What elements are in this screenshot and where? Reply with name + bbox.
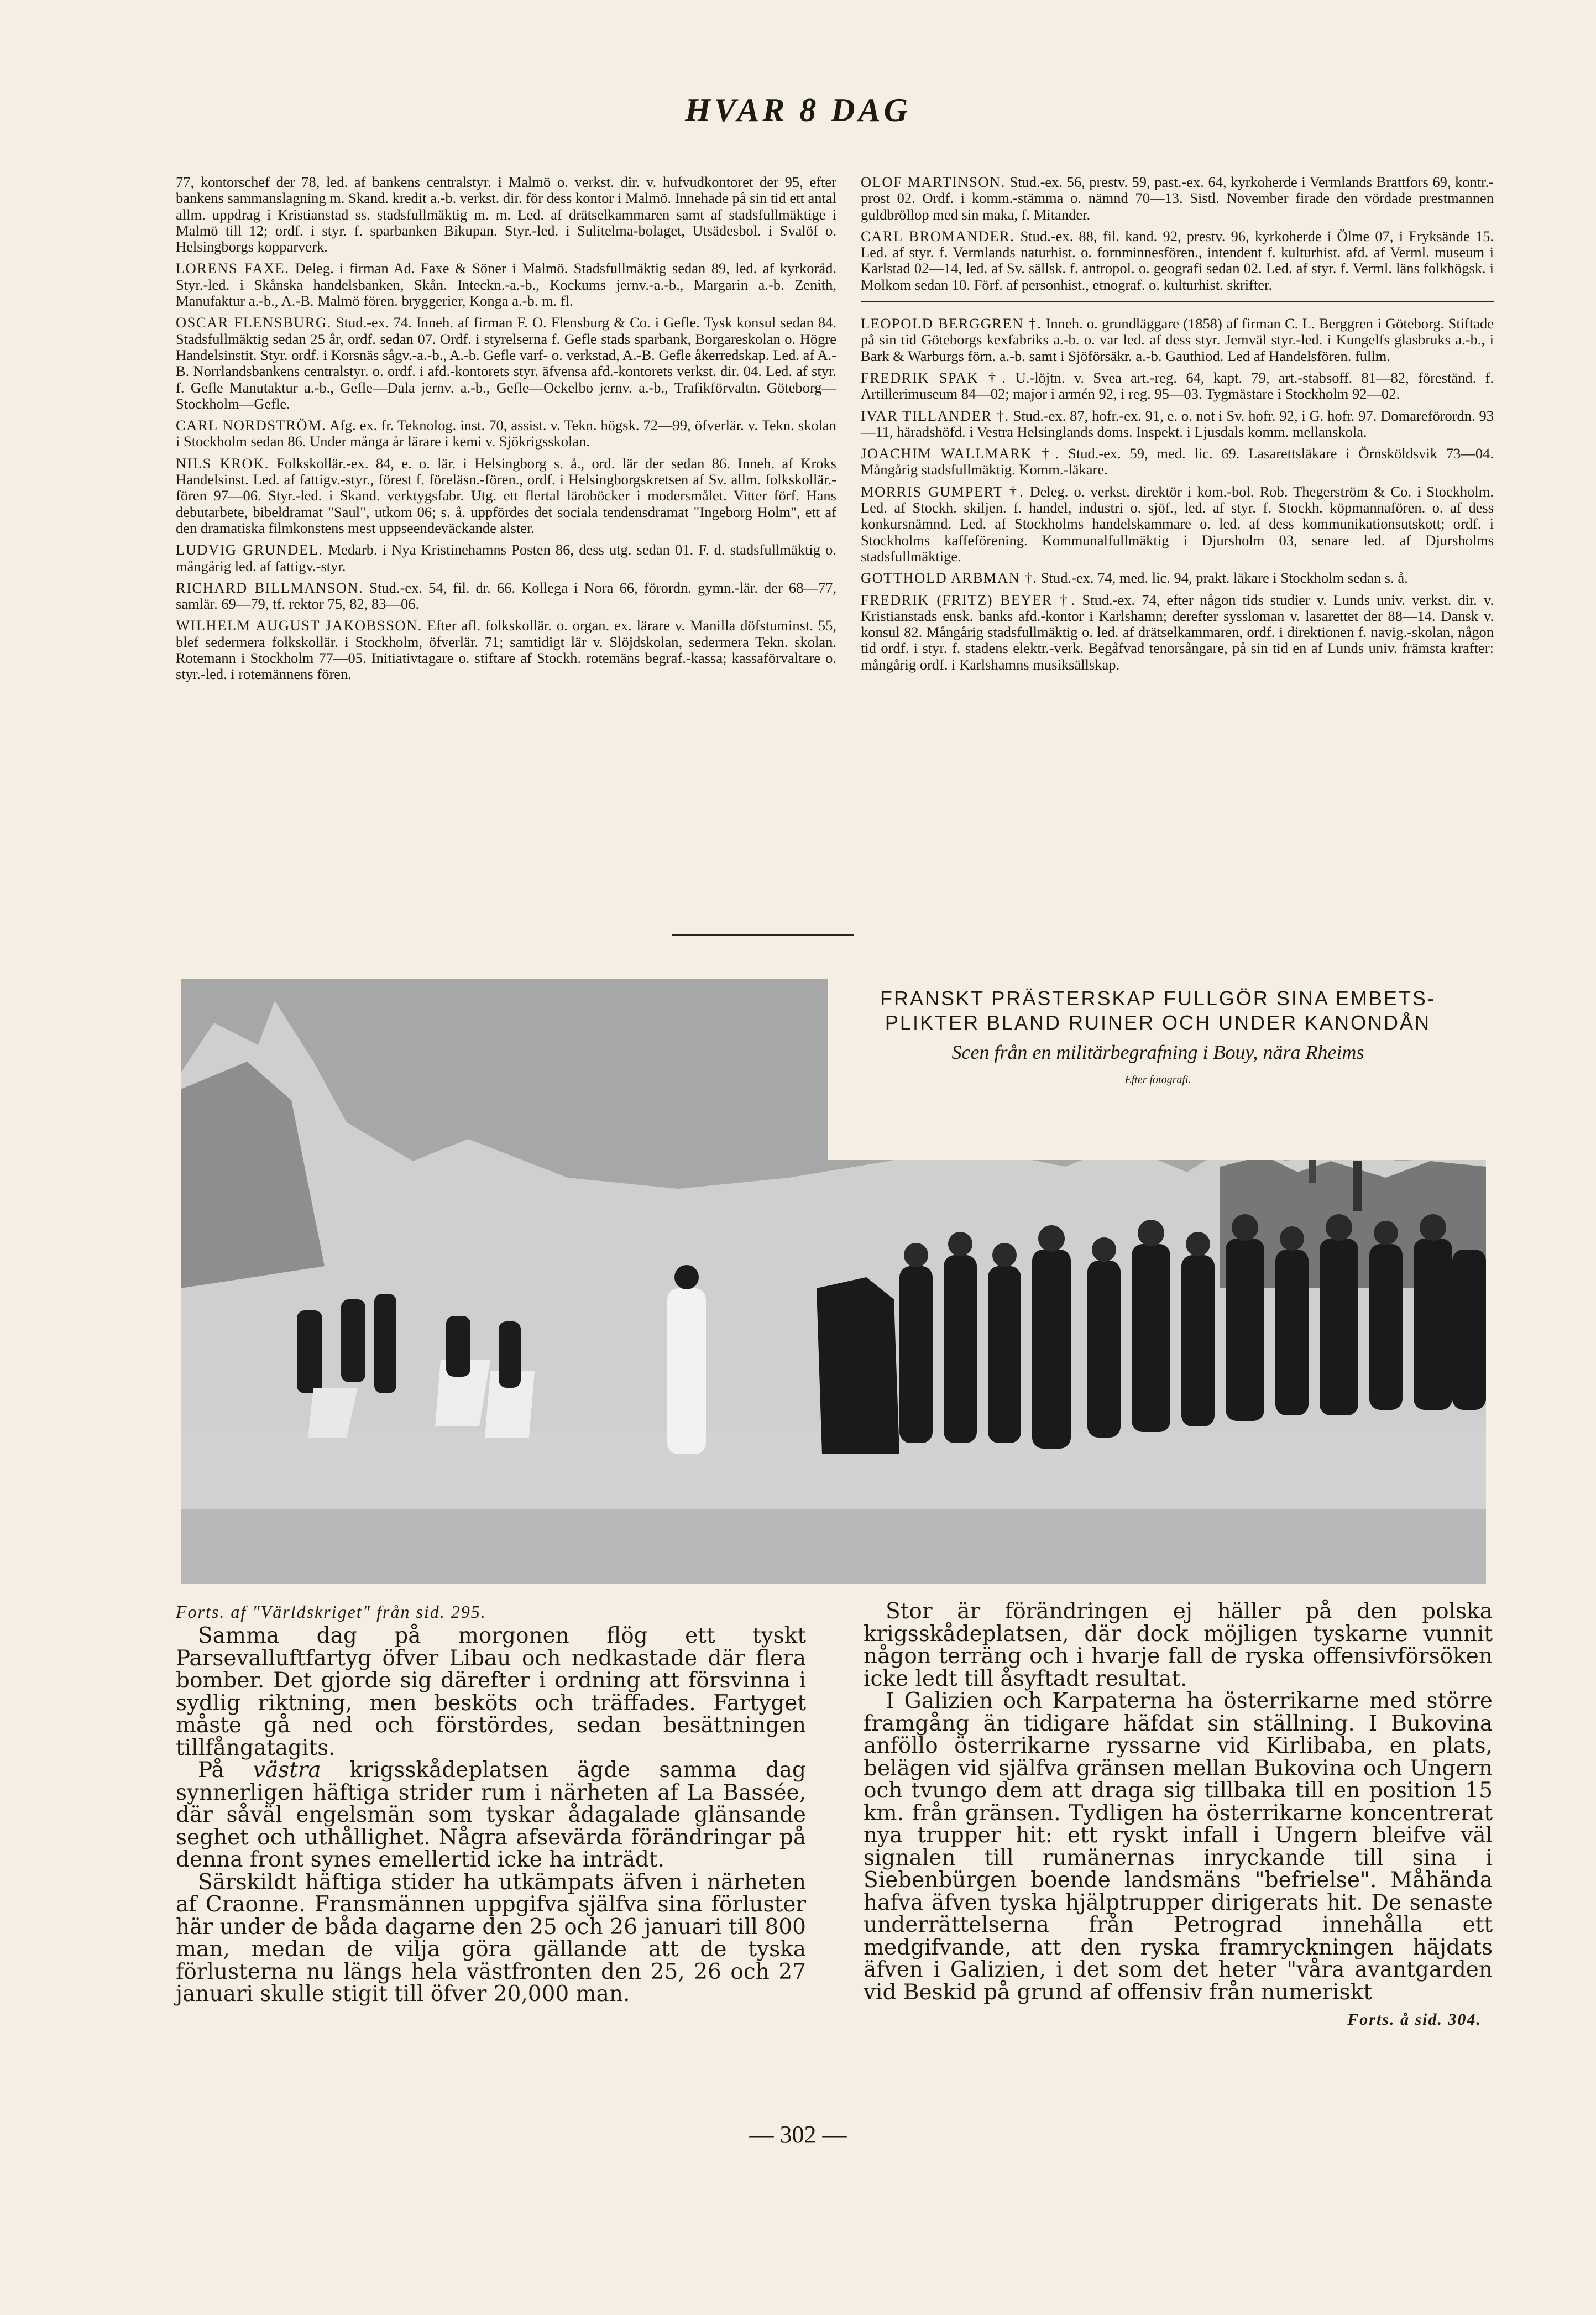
section-divider bbox=[861, 301, 1494, 302]
article-paragraph: Stor är förändringen ej häller på den polska krigsskådeplatsen, där dock möjligen tyskarne vunnit någon terräng och i hvarje fall de ryska offensivförsöken icke ledt till åsyftadt resultat. bbox=[864, 1599, 1493, 1691]
photo-caption-box bbox=[828, 973, 1488, 1160]
page-number: — 302 — bbox=[749, 2121, 847, 2148]
biography-entry: WILHELM AUGUST JAKOBSSON. Efter afl. folkskollär. o. organ. ex. lärare v. Manilla döfstuminst. 55, blef sedermera folkskollär. i Stockholm, öfverlär. 71; samtidigt lär v. Slöjdskolan, sedermera Tekn. skolan. Rotemann i Stockholm 77—05. Initiativtagare o. stiftare af Stockh. rotemäns begraf.-kassa; kassaförvaltare o. styr.-led. i rotemännens fören. bbox=[176, 617, 836, 683]
biography-entry: OSCAR FLENSBURG. Stud.-ex. 74. Inneh. af firman F. O. Flensburg & Co. i Gefle. Tysk konsul sedan 84. Stadsfullmäktig sedan 25 år, ordf. sedan 07. Ordf. i styrelserna f. Gefle stads sparbank, Borgareskolan o. Högre Handelsinstit. Styr. ordf. i Korsnäs sågv.-a.-b., A.-b. Gefle varf- o. verkstad, A.-B. Gefle åkerredskap. Led. af A.-B. Norrlandsbankens centralstyr. o. ordf. i afd.-kontorets styr. äfvensa afd.-kontorets verkst. dir. 04. Led. af styr. f. Gefle Manutaktur a.-b., Gefle—Dala jernv. a.-b., Gefle—Ockelbo jernv. a.-b., Trafikförvaltn. Göteborg—Stockholm—Gefle. bbox=[176, 314, 836, 412]
biography-column-right bbox=[861, 174, 1494, 678]
article-paragraph: På västra krigsskådeplatsen ägde samma dag synnerligen häftiga strider rum i närheten af La Bassée, där såväl engelsmän som tyskar ådagalade glänsande seghet och uthållighet. Några afsevärda förändringar på denna front synes emellertid icke ha inträdt. bbox=[176, 1758, 806, 1872]
caption-headline-line-2: PLIKTER BLAND RUINER OCH UNDER KANONDÅN bbox=[885, 1011, 1431, 1034]
caption-headline-line-1: FRANSKT PRÄSTERSKAP FULLGÖR SINA EMBETS- bbox=[880, 987, 1436, 1010]
biography-entry: LORENS FAXE. Deleg. i firman Ad. Faxe & Söner i Malmö. Stadsfullmäktig sedan 89, led. af kyrkoråd. Styr.-led. i Skånska handelsbanken, Skån. Inteckn.-a.-b., Kockums jernv.-a.-b., Margarin a.-b. Zenith, Manufaktur a.-b., A.-B. Malmö fören. bryggerier, Konga a.-b. m. fl. bbox=[176, 260, 837, 310]
obituary-entry: FREDRIK (FRITZ) BEYER †. Stud.-ex. 74, efter någon tids studier v. Lunds univ. verkst. dir. v. Kristianstads ensk. banks afd.-kontor i Karlshamn; derefter syssloman v. lasarettet der 88—14. Dansk v. konsul 82. Mångårig stadsfullmäktig o. led. af drätselkammaren, ordf. i direktionen f. navig.-skolan, någon tid ordf. i styr. f. stadens elektr.-verk. Begåfvad tenorsångare, på sin tid en af Lunds univ. främsta krafter: mångårig ordf. i Karlshamns musiksällskap. bbox=[861, 591, 1494, 673]
horizontal-rule bbox=[672, 934, 854, 936]
biography-entry: 77, kontorschef der 78, led. af bankens centralstyr. i Malmö o. verkst. dir. v. hufvudkontoret der 95, efter bankens sammanslagning m. Skand. kredit a.-b. verkst. dir. för dess kontor i Malmö. Innehade på sin tid ett antal allm. uppdrag i Kristianstad ss. stadsfullmäktig m. m. Led. af drätselkammaren samt af stadsfullmäktige i Malmö till 12; ordf. i styr. f. sparbanken Bikupan. Styr.-led. i Sulitelma-bolaget, Utsädesbol. i Svalöf o. Helsingborgs kopparverk. bbox=[176, 174, 836, 255]
biography-entry: NILS KROK. Folkskollär.-ex. 84, e. o. lär. i Helsingborg s. å., ord. lär der sedan 86. Inneh. af Kroks Handelsinst. Led. af fattigv.-styr., förest f. föreläsn.-fören., ordf. i Helsingborgskretsen af Sv. allm. folkskollär.-fören 97—06. Styr.-led. i Skand. verktygsfabr. Utg. ett flertal läroböcker i modersmålet. Vitter förf. Hans debutarbete, bibeldramat "Saul", utkom 06; s. å. uppfördes det sociala tendensdramat "Ingeborg Holm", ett af den dramatiska filmkonstens mest uppseendeväckande alster. bbox=[176, 454, 836, 536]
obituary-entry: FREDRIK SPAK †. U.-löjtn. v. Svea art.-reg. 64, kapt. 79, art.-stabsoff. 81—82, föreständ. f. Artillerimuseum 84—02; major i armén 92, i reg. 95—03. Tygmästare i Stockholm 92—02. bbox=[861, 369, 1494, 403]
caption-scene: Scen från en militärbegrafning i Bouy, nära Rheims bbox=[951, 1041, 1364, 1063]
article-paragraph: Samma dag på morgonen flög ett tyskt Parsevalluftfartyg öfver Libau och nedkastade där flera bomber. Det gjorde sig därefter i ordning att försvinna i sydlig riktning, men besköts och träffades. Fartyget måste gå ned och förstördes, sedan besättningen tillfångatagits. bbox=[176, 1623, 806, 1760]
continued-on-label: Forts. å sid. 304. bbox=[1347, 2010, 1482, 2029]
article-column-right bbox=[864, 1601, 1493, 2029]
article-paragraph: I Galizien och Karpaterna ha österrikarne med större framgång än tidigare häfdat sin ställning. I Bukovina anföllo österrikarne ryssarne vid Kirlibaba, en plats, belägen vid själfva gränsen mellan Bukovina och Ungern och tvungo dem att draga sig tillbaka till en position 15 km. från gränsen. Tydligen ha österrikarne koncentrerat nya trupper hit: ett ryskt infall i Ungern bleifve väl signalen till rumänernas inryckande till sina i Siebenbürgen boende landsmäns "befrielse". Måhända hafva äfven tyska hjälptrupper dirigerats hit. De senaste underrättelserna från Petrograd innehålla ett medgifvande, att den ryska framryckningen häjdats äfven i Galizien, i det som det heter "våra avantgarden vid Beskid på grund af offensiv från numeriskt bbox=[864, 1689, 1493, 2005]
obituary-entry: IVAR TILLANDER †. Stud.-ex. 87, hofr.-ex. 91, e. o. not i Sv. hofr. 92, i G. hofr. 97. Domareförordn. 93—11, häradshöfd. i Vestra Helsinglands doms. Inspekt. i Ljusdals komm. mellanskola. bbox=[861, 407, 1494, 440]
biography-entry: CARL BROMANDER. Stud.-ex. 88, fil. kand. 92, prestv. 96, kyrkoherde i Ölme 07, i Fryksände 15. Led. af styr. f. Vermlands naturhist. o. fornminnesfören., intendent f. kulturhist. afd. af Verml. museum i Karlstad 02—14, led. af Sv. sällsk. f. antropol. o. geografi sedan 02. Led. af styr. f. Verml. läns folkhögsk. i Molkom sedan 10. Förf. af personhist., etnograf. o. kulturhist. skrifter. bbox=[861, 227, 1494, 293]
article-column-left bbox=[176, 1601, 806, 2006]
biography-entry: RICHARD BILLMANSON. Stud.-ex. 54, fil. dr. 66. Kollega i Nora 66, förordn. gymn.-lär. der 68—77, samlär. 69—79, tf. rektor 75, 82, 83—06. bbox=[176, 579, 836, 613]
biography-entry: LUDVIG GRUNDEL. Medarb. i Nya Kristinehamns Posten 86, dess utg. sedan 01. F. d. stadsfullmäktig o. mångårig led. af fattigv.-styr. bbox=[176, 541, 837, 574]
biography-entry: OLOF MARTINSON. Stud.-ex. 56, prestv. 59, past.-ex. 64, kyrkoherde i Vermlands Brattfors 69, kontr.-prost 02. Ordf. i komm.-stämma o. nämnd 70—13. Sistl. November firade den vördade prestmannen guldbröllop med sin maka, f. Mitander. bbox=[861, 174, 1494, 223]
masthead: HVAR 8 DAG bbox=[685, 92, 911, 128]
biography-column-left bbox=[176, 174, 836, 688]
biography-entry: CARL NORDSTRÖM. Afg. ex. fr. Teknolog. inst. 70, assist. v. Tekn. högsk. 72—99, öfverlär. v. Tekn. skolan i Stockholm sedan 86. Under många år lärare i kemi v. Sjökrigsskolan. bbox=[176, 417, 836, 450]
obituary-entry: GOTTHOLD ARBMAN †. Stud.-ex. 74, med. lic. 94, prakt. läkare i Stockholm sedan s. å. bbox=[861, 569, 1408, 587]
article-paragraph: Särskildt häftiga stider ha utkämpats äfven i närheten af Craonne. Fransmännen uppgifva själfva sina förluster här under de båda dagarne den 25 och 26 januari till 800 man, medan de vilja göra gällande att de tyska förlusterna nu längs hela västfronten den 25, 26 och 27 januari skulle stigit till öfver 20,000 man. bbox=[176, 1869, 806, 2006]
obituary-entry: MORRIS GUMPERT †. Deleg. o. verkst. direktör i kom.-bol. Rob. Thegerström & Co. i Stockholm. Led. af Stockh. skiljen. f. handel, industri o. sjöf., led. af styr. f. Stockh. köpmannafören. o. af dess konkursnämnd. Led. af Stockholms handelskammare o. led. af dess kommunikationsutskott; ordf. i Stockholms kaffeförening. Kommunalfullmäktig i Djursholm 03, senare led. af Djursholms stadsfullmäktige. bbox=[861, 483, 1494, 565]
obituary-entry: JOACHIM WALLMARK †. Stud.-ex. 59, med. lic. 69. Lasarettsläkare i Örnsköldsvik 73—04. Mångårig stadsfullmäktig. Komm.-läkare. bbox=[861, 445, 1494, 478]
caption-credit: Efter fotografi. bbox=[1124, 1074, 1191, 1086]
continued-from-label: Forts. af "Världskriget" från sid. 295. bbox=[176, 1602, 486, 1622]
obituary-entry: LEOPOLD BERGGREN †. Inneh. o. grundläggare (1858) af firman C. L. Berggren i Göteborg. Stiftade på sin tid Göteborgs kexfabriks a.-b. o. var led. af dess styr. Jemväl styr.-led. i Kungelfs glasbruks a.-b., i Bark & Warburgs förn. a.-b. samt i Sjöförsäkr. a.-b. Gauthiod. Led af Handelsfören. fullm. bbox=[861, 315, 1494, 364]
